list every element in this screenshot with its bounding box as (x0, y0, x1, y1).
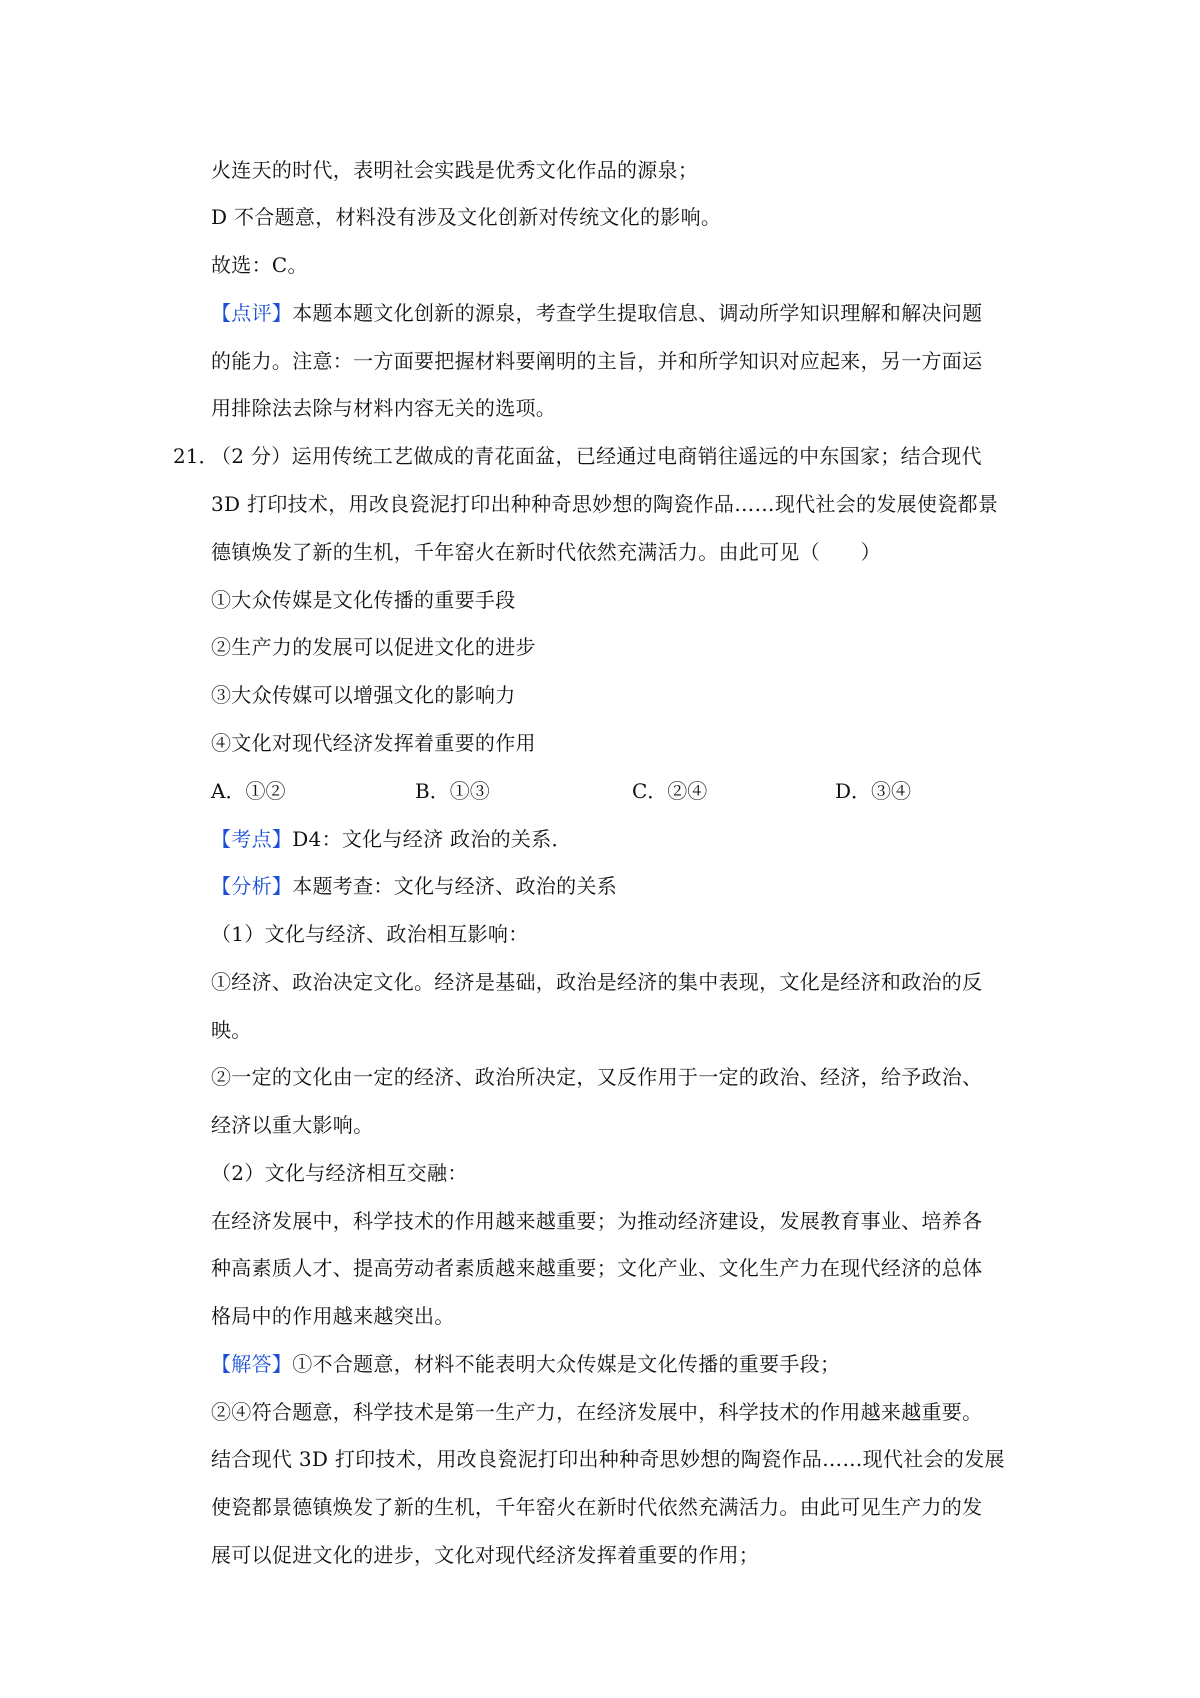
jieda-text: ①不合题意，材料不能表明大众传媒是文化传播的重要手段； (292, 1352, 841, 1376)
option-b: B．①③ (415, 779, 490, 803)
statement-item: ②生产力的发展可以促进文化的进步 (211, 635, 536, 659)
question-stem: 3D 打印技术，用改良瓷泥打印出种种奇思妙想的陶瓷作品……现代社会的发展使瓷都景 (211, 492, 999, 516)
statement-item: ①大众传媒是文化传播的重要手段 (211, 588, 516, 612)
fenxi-line: 格局中的作用越来越突出。 (211, 1304, 455, 1328)
kaodian-line (211, 826, 572, 852)
jieda-line: ②④符合题意，科学技术是第一生产力，在经济发展中，科学技术的作用越来越重要。 (211, 1400, 983, 1424)
comment-tag: 【点评】 (211, 301, 293, 325)
option-a: A．①② (211, 779, 286, 803)
statement-item: ③大众传媒可以增强文化的影响力 (211, 683, 516, 707)
fenxi-line: 经济以重大影响。 (211, 1113, 374, 1137)
fenxi-line: ①经济、政治决定文化。经济是基础，政治是经济的集中表现，文化是经济和政治的反 (211, 970, 983, 994)
statement-item: ④文化对现代经济发挥着重要的作用 (211, 731, 536, 755)
question-stem: 德镇焕发了新的生机，千年窑火在新时代依然充满活力。由此可见（ ） (211, 540, 881, 564)
fenxi-line (211, 873, 617, 899)
jieda-line: 展可以促进文化的进步，文化对现代经济发挥着重要的作用； (211, 1543, 760, 1567)
comment-line: 的能力。注意：一方面要把握材料要阐明的主旨，并和所学知识对应起来，另一方面运 (211, 349, 983, 373)
answer-line: 火连天的时代，表明社会实践是优秀文化作品的源泉； (211, 158, 699, 182)
jieda-line: 使瓷都景德镇焕发了新的生机，千年窑火在新时代依然充满活力。由此可见生产力的发 (211, 1495, 983, 1519)
jieda-tag: 【解答】 (211, 1352, 293, 1376)
fenxi-line: 在经济发展中，科学技术的作用越来越重要；为推动经济建设，发展教育事业、培养各 (211, 1209, 983, 1233)
answer-line: D 不合题意，材料没有涉及文化创新对传统文化的影响。 (211, 205, 722, 229)
fenxi-line: 映。 (211, 1018, 252, 1042)
fenxi-text: 本题考查：文化与经济、政治的关系 (292, 874, 618, 898)
jieda-line: 结合现代 3D 打印技术，用改良瓷泥打印出种种奇思妙想的陶瓷作品……现代社会的发展 (211, 1447, 1005, 1471)
jieda-line (211, 1351, 840, 1377)
option-c: C．②④ (632, 779, 708, 803)
option-d: D．③④ (835, 779, 912, 803)
question-stem: （2 分）运用传统工艺做成的青花面盆，已经通过电商销往遥远的中东国家；结合现代 (211, 444, 982, 468)
fenxi-line: （2）文化与经济相互交融： (211, 1161, 468, 1185)
kaodian-tag: 【考点】 (211, 827, 293, 851)
comment-line (211, 300, 982, 326)
question-number: 21． (173, 444, 219, 468)
comment-line: 用排除法去除与材料内容无关的选项。 (211, 396, 557, 420)
fenxi-line: （1）文化与经济、政治相互影响： (211, 922, 529, 946)
fenxi-line: 种高素质人才、提高劳动者素质越来越重要；文化产业、文化生产力在现代经济的总体 (211, 1256, 983, 1280)
comment-text: 本题本题文化创新的源泉，考查学生提取信息、调动所学知识理解和解决问题 (292, 301, 983, 325)
answer-choice: 故选：C。 (211, 253, 308, 277)
fenxi-tag: 【分析】 (211, 874, 293, 898)
fenxi-line: ②一定的文化由一定的经济、政治所决定，又反作用于一定的政治、经济，给予政治、 (211, 1065, 983, 1089)
kaodian-text: D4：文化与经济 政治的关系． (292, 827, 572, 851)
